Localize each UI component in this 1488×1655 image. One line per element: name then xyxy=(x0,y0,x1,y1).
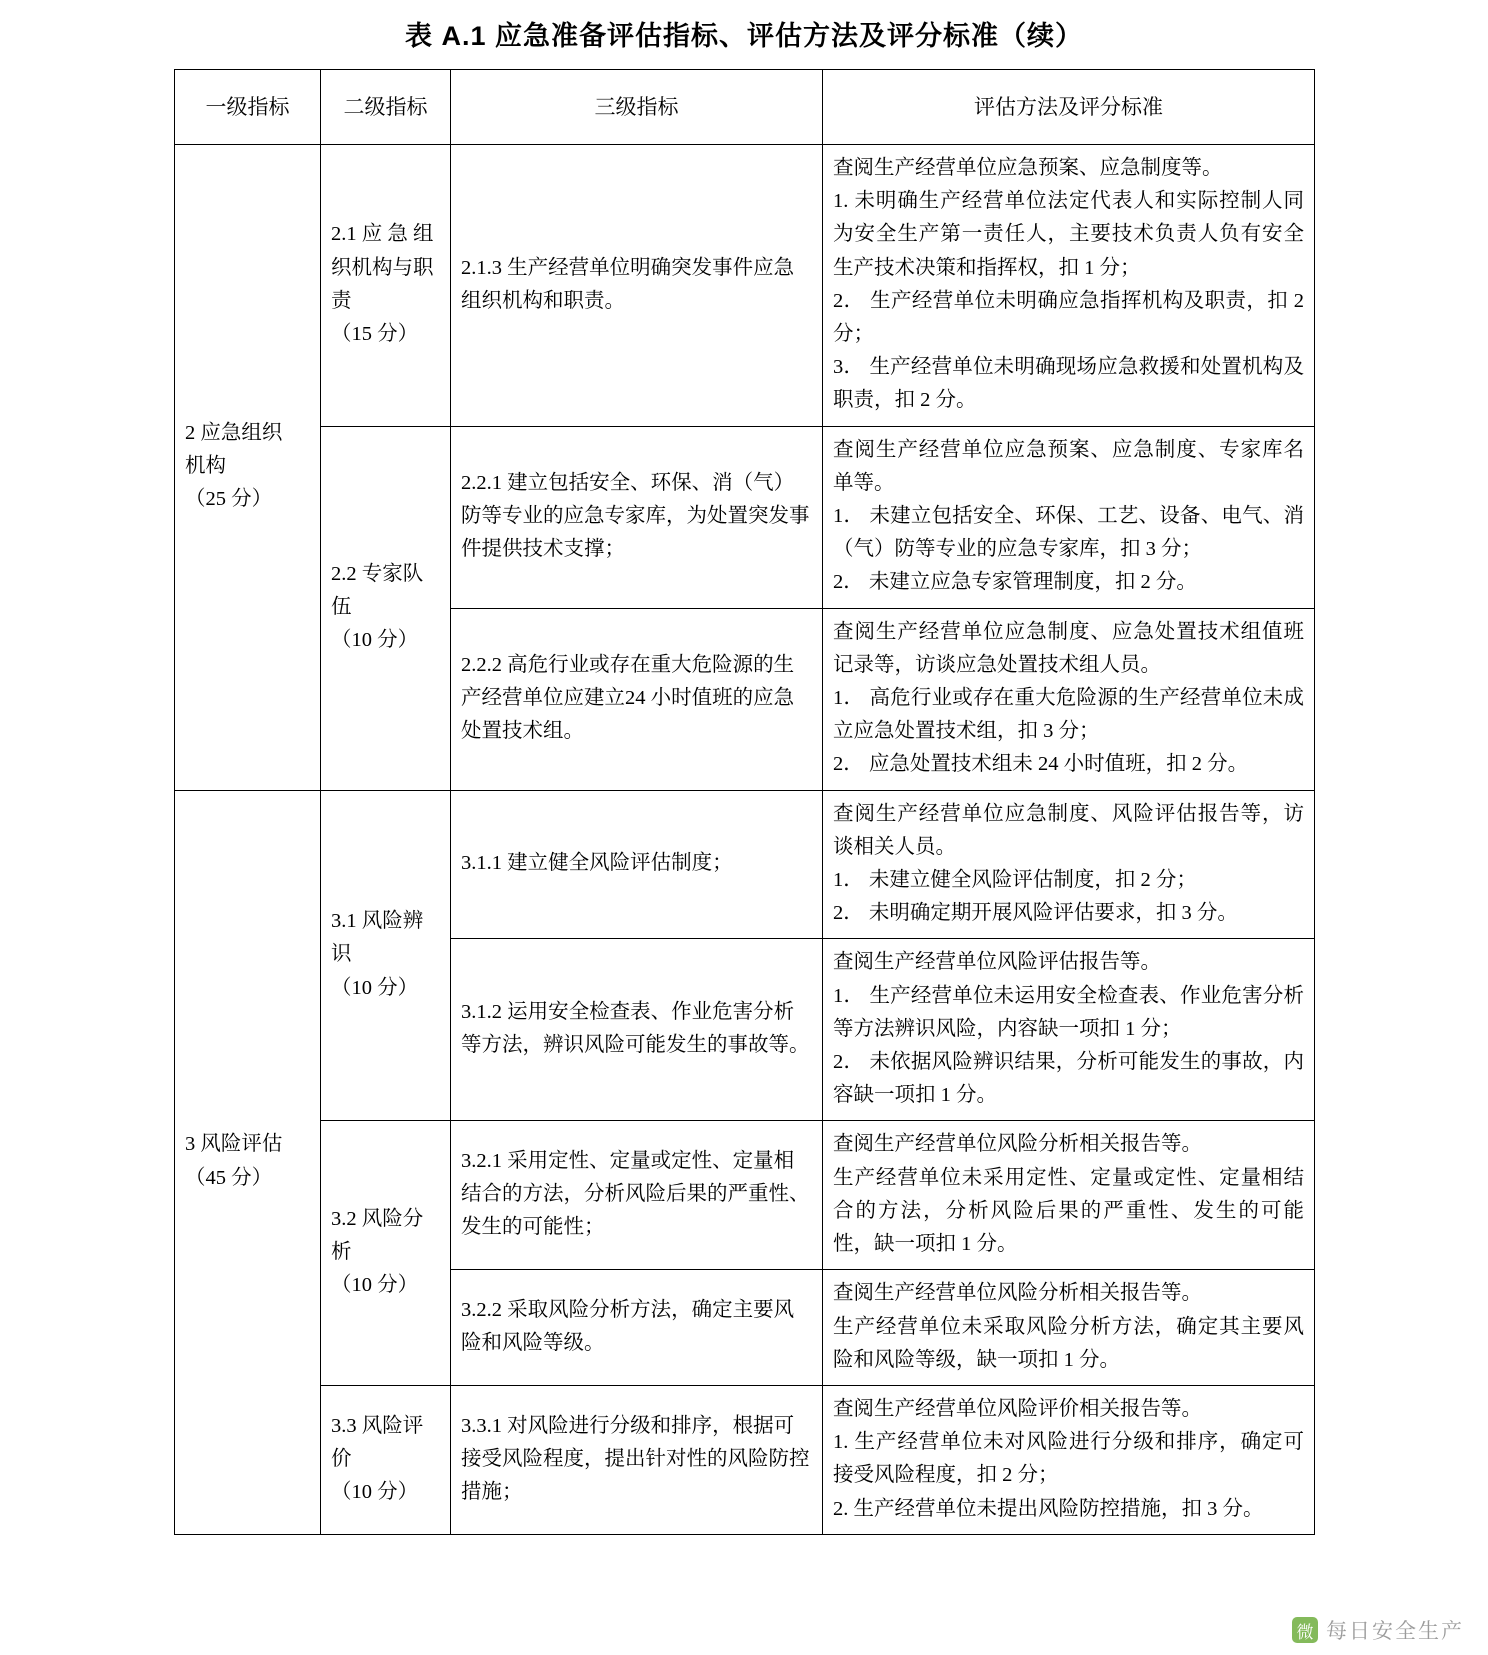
level1-line: （25 分） xyxy=(185,488,273,511)
level1-line: 2 应急组织 xyxy=(185,422,283,445)
page-title: 表 A.1 应急准备评估指标、评估方法及评分标准（续） xyxy=(404,21,1084,51)
wechat-icon: 微 xyxy=(1292,1617,1318,1643)
column-header-level1: 一级指标 xyxy=(175,70,321,145)
level2-line: 织机构与职 xyxy=(331,256,434,279)
assessment-table xyxy=(174,69,1315,1535)
level3-cell-3-1-2: 3.1.2 运用安全检查表、作业危害分析等方法，辨识风险可能发生的事故等。 xyxy=(451,939,823,1121)
method-cell-3-3-1 xyxy=(823,1385,1315,1534)
method-line: 1． 未建立包括安全、环保、工艺、设备、电气、消（气）防等专业的应急专家库，扣 3 分； xyxy=(833,505,1304,561)
level3-cell-2-1-3: 2.1.3 生产经营单位明确突发事件应急组织机构和职责。 xyxy=(451,145,823,427)
level3-cell-3-1-1: 3.1.1 建立健全风险评估制度； xyxy=(451,790,823,939)
method-cell-2-2-1 xyxy=(823,426,1315,608)
method-line: 查阅生产经营单位风险评价相关报告等。 xyxy=(833,1397,1202,1420)
method-cell-3-2-2 xyxy=(823,1270,1315,1386)
level3-cell-2-2-1: 2.2.1 建立包括安全、环保、消（气）防等专业的应急专家库，为处置突发事件提供技术支撑； xyxy=(451,426,823,608)
method-line: 查阅生产经营单位应急预案、应急制度等。 xyxy=(833,157,1223,179)
level2-line: （15 分） xyxy=(331,323,419,346)
level2-line: 析 xyxy=(331,1241,352,1264)
level1-line: 机构 xyxy=(185,455,226,478)
method-line: 查阅生产经营单位应急制度、风险评估报告等，访谈相关人员。 xyxy=(833,802,1304,858)
level2-line: 3.3 风险评 xyxy=(331,1414,424,1437)
level2-line: 识 xyxy=(331,943,352,966)
level2-cell-2-2 xyxy=(321,426,451,790)
method-line: 2. 生产经营单位未提出风险防控措施，扣 3 分。 xyxy=(833,1497,1264,1520)
table-row xyxy=(175,1385,1315,1534)
level3-cell-3-2-1: 3.2.1 采用定性、定量或定性、定量相结合的方法，分析风险后果的严重性、发生的可能性； xyxy=(451,1121,823,1270)
method-cell-3-2-1 xyxy=(823,1121,1315,1270)
method-cell-3-1-2 xyxy=(823,939,1315,1121)
level3-cell-3-2-2: 3.2.2 采取风险分析方法，确定主要风险和风险等级。 xyxy=(451,1270,823,1386)
table-header-row xyxy=(175,70,1315,145)
level2-cell-2-1 xyxy=(321,145,451,427)
level1-cell-2 xyxy=(175,145,321,791)
method-line: 查阅生产经营单位应急制度、应急处置技术组值班记录等，访谈应急处置技术组人员。 xyxy=(833,620,1304,676)
table-row xyxy=(175,790,1315,939)
level2-line: （10 分） xyxy=(331,629,419,652)
level2-line: 价 xyxy=(331,1447,352,1470)
method-line: 2． 未建立应急专家管理制度，扣 2 分。 xyxy=(833,571,1197,594)
level2-line: 伍 xyxy=(331,596,352,619)
level2-cell-3-2 xyxy=(321,1121,451,1385)
method-line: 查阅生产经营单位风险评估报告等。 xyxy=(833,951,1161,974)
method-cell-2-2-2 xyxy=(823,608,1315,790)
method-cell-3-1-1 xyxy=(823,790,1315,939)
level2-line: 2.1 应 急 组 xyxy=(331,223,434,246)
method-line: 2． 生产经营单位未明确应急指挥机构及职责，扣 2 分； xyxy=(833,289,1304,346)
level2-line: 2.2 专家队 xyxy=(331,562,424,585)
column-header-level3: 三级指标 xyxy=(451,70,823,145)
table-row xyxy=(175,1121,1315,1270)
method-line: 1． 未建立健全风险评估制度，扣 2 分； xyxy=(833,869,1197,892)
level2-line: 责 xyxy=(331,289,352,312)
level1-cell-3 xyxy=(175,790,321,1534)
method-line: 查阅生产经营单位应急预案、应急制度、专家库名单等。 xyxy=(833,438,1304,494)
level2-line: 3.2 风险分 xyxy=(331,1207,424,1230)
level3-cell-3-3-1: 3.3.1 对风险进行分级和排序，根据可接受风险程度，提出针对性的风险防控措施； xyxy=(451,1385,823,1534)
table-row xyxy=(175,426,1315,608)
method-line: 1. 生产经营单位未对风险进行分级和排序，确定可接受风险程度，扣 2 分； xyxy=(833,1431,1304,1487)
table-row xyxy=(175,145,1315,427)
level2-cell-3-3 xyxy=(321,1385,451,1534)
method-line: 2． 未明确定期开展风险评估要求，扣 3 分。 xyxy=(833,902,1238,925)
watermark xyxy=(1292,1615,1464,1645)
level2-cell-3-1 xyxy=(321,790,451,1121)
level1-line: （45 分） xyxy=(185,1166,273,1189)
method-line: 2． 未依据风险辨识结果，分析可能发生的事故，内容缺一项扣 1 分。 xyxy=(833,1051,1304,1107)
column-header-level2: 二级指标 xyxy=(321,70,451,145)
method-line: 查阅生产经营单位风险分析相关报告等。 xyxy=(833,1282,1202,1305)
level1-line: 3 风险评估 xyxy=(185,1133,283,1156)
method-line: 生产经营单位未采用定性、定量或定性、定量相结合的方法，分析风险后果的严重性、发生的可能性，缺一项扣 1 分。 xyxy=(833,1166,1304,1256)
level2-line: （10 分） xyxy=(331,1480,419,1503)
level2-line: 3.1 风险辨 xyxy=(331,910,424,933)
method-line: 查阅生产经营单位风险分析相关报告等。 xyxy=(833,1133,1202,1156)
method-line: 1． 生产经营单位未运用安全检查表、作业危害分析等方法辨识风险，内容缺一项扣 1 分； xyxy=(833,984,1304,1040)
level3-cell-2-2-2: 2.2.2 高危行业或存在重大危险源的生产经营单位应建立24 小时值班的应急处置技术组。 xyxy=(451,608,823,790)
method-line: 3． 生产经营单位未明确现场应急救援和处置机构及职责，扣 2 分。 xyxy=(833,356,1304,412)
method-cell-2-1-3 xyxy=(823,145,1315,427)
watermark-label: 每日安全生产 xyxy=(1326,1620,1464,1643)
method-line: 2． 应急处置技术组未 24 小时值班，扣 2 分。 xyxy=(833,753,1249,776)
column-header-method: 评估方法及评分标准 xyxy=(823,70,1315,145)
method-line: 1． 高危行业或存在重大危险源的生产经营单位未成立应急处置技术组，扣 3 分； xyxy=(833,687,1304,743)
level2-line: （10 分） xyxy=(331,976,419,999)
method-line: 生产经营单位未采取风险分析方法，确定其主要风险和风险等级，缺一项扣 1 分。 xyxy=(833,1315,1304,1371)
method-line: 1. 未明确生产经营单位法定代表人和实际控制人同为安全生产第一责任人，主要技术负责人负有安全生产技术决策和指挥权，扣 1 分； xyxy=(833,190,1304,279)
level2-line: （10 分） xyxy=(331,1274,419,1297)
